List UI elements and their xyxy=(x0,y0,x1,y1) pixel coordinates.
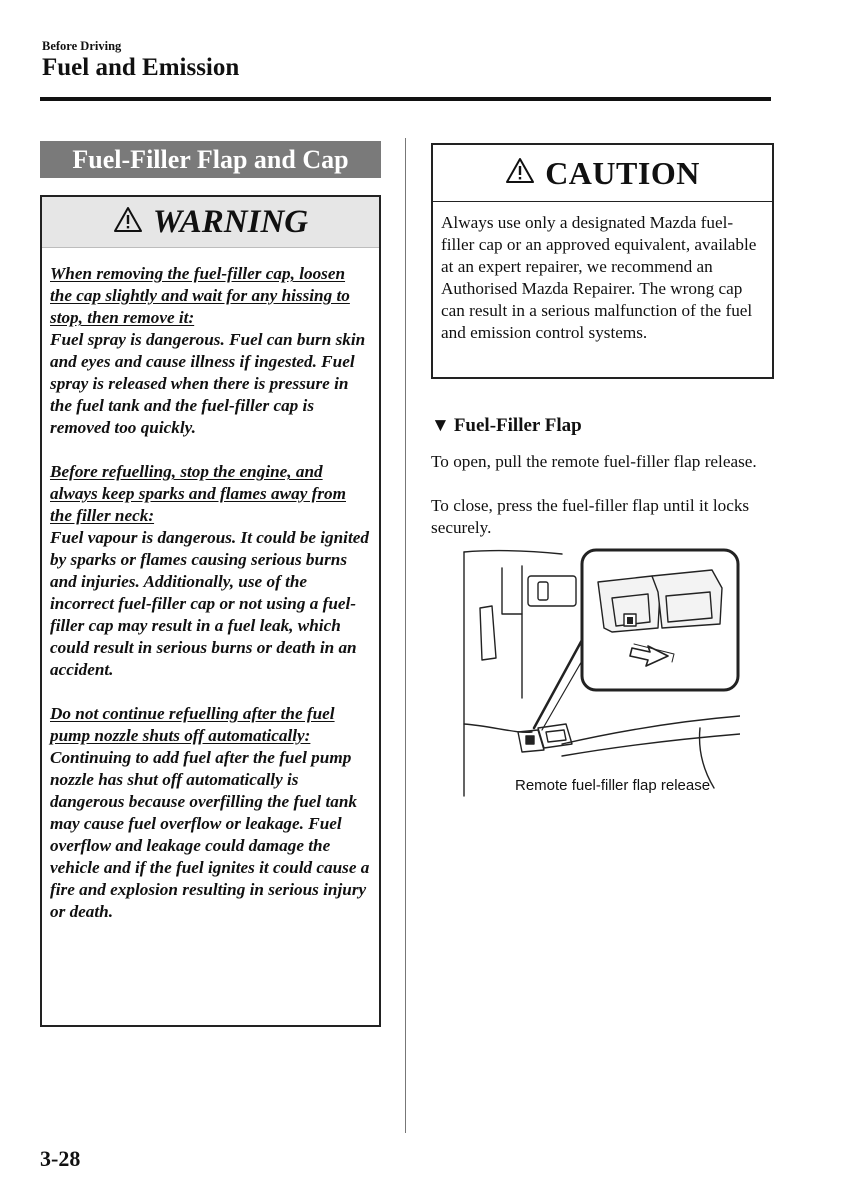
warning-title: WARNING xyxy=(152,203,309,240)
warning-paragraph xyxy=(50,703,371,923)
open-instruction: To open, pull the remote fuel-filler flap release. xyxy=(431,452,757,471)
section-title: Fuel-Filler Flap and Cap xyxy=(40,141,381,178)
warning-paragraph xyxy=(50,263,371,439)
close-instruction: To close, press the fuel-filler flap until it locks securely. xyxy=(431,496,750,537)
warning-heading: Do not continue refuelling after the fuel pump nozzle shuts off automatically: xyxy=(50,704,335,745)
caution-header xyxy=(433,145,772,202)
column-divider xyxy=(405,138,406,1133)
warning-text: Continuing to add fuel after the fuel pump nozzle has shut off automatically is dangerous because overfilling the fuel tank may cause fuel overflow or leakage. Fuel overflow and leakage could damage the vehicle and if the fuel ignites it could cause a fire and explosion resulting in serious injury or death. xyxy=(50,748,370,921)
warning-text: Fuel spray is dangerous. Fuel can burn skin and eyes and cause illness if ingested. Fuel spray is released when there is pressure in the fuel tank and the fuel-filler cap is removed too quickly. xyxy=(50,330,366,437)
caution-text: Always use only a designated Mazda fuel-filler cap or an approved equivalent, available at an expert repairer, we recommend an Authorised Mazda Repairer. The wrong cap can result in a serious malfunction of the fuel and emission control systems. xyxy=(441,213,757,342)
warning-triangle-icon xyxy=(113,206,143,238)
warning-heading: When removing the fuel-filler cap, loosen the cap slightly and wait for any hissing to stop, then remove it: xyxy=(50,264,350,327)
warning-box xyxy=(40,195,381,1027)
warning-paragraph xyxy=(50,461,371,681)
warning-triangle-icon xyxy=(505,157,535,189)
fuel-flap-release-figure xyxy=(462,548,740,798)
warning-text: Fuel vapour is dangerous. It could be ignited by sparks or flames causing serious burns and injuries. Additionally, use of the incorrect fuel-filler cap or not using a fuel-filler cap may result in a fuel leak, which could result in serious burns or death in an accident. xyxy=(50,528,369,679)
page-number: 3-28 xyxy=(40,1146,81,1171)
breadcrumb: Before Driving xyxy=(42,39,122,53)
page-title: Fuel and Emission xyxy=(42,54,240,81)
fuel-filler-flap-title: Fuel-Filler Flap xyxy=(453,415,582,436)
warning-header xyxy=(42,197,379,248)
warning-body xyxy=(42,248,379,923)
fuel-filler-flap-heading xyxy=(431,415,582,437)
warning-heading: Before refuelling, stop the engine, and always keep sparks and flames away from the filler neck: xyxy=(50,462,346,525)
header-rule xyxy=(40,97,771,101)
figure-caption: Remote fuel-filler flap release xyxy=(515,777,711,794)
caution-box xyxy=(431,143,774,379)
caution-title: CAUTION xyxy=(545,154,700,191)
triangle-down-icon: ▼ xyxy=(431,415,450,436)
